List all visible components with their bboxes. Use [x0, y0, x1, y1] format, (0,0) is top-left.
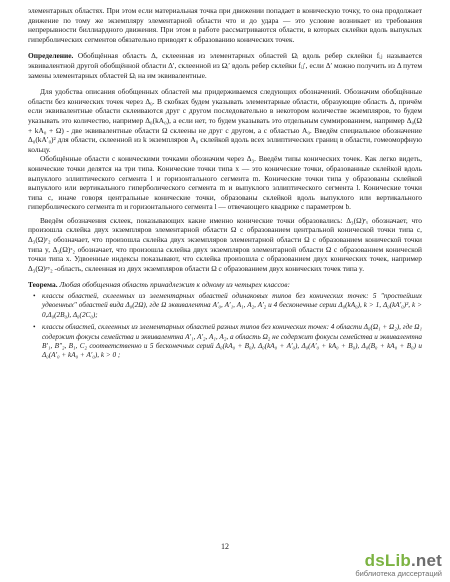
definition-paragraph	[28, 51, 422, 80]
theorem-class-list	[28, 292, 422, 361]
theorem-text: Любая обобщенная область принадлежит к одному из четырех классов:	[59, 280, 290, 290]
theorem-paragraph	[28, 280, 422, 290]
watermark-brand: dsLib	[364, 551, 411, 570]
watermark-tld: .net	[410, 551, 442, 570]
page-number: 12	[221, 542, 229, 551]
definition-label: Определение.	[28, 51, 74, 61]
definition-text: Обобщённая область Δ, склеенная из элементарных областей Ωᵢ вдоль ребер склейки fᵢⱼ называется эквивалентной другой обобщённой области Δ′, склеенной из Ωᵢ′ вдоль ребер склейки fᵢⱼ′, если Δ′ можно получить из Δ путем замены элементарных областей Ωᵢ на им эквивалентные.	[28, 51, 422, 80]
paragraph-notation: Для удобства описания обобщенных областей мы придерживаемся следующих обозначений. Обозначим обобщённые области без конических точек через Δ₀. В скобках будем указывать элементарные области, образующие область Δ, причём если эквивалентные области склеиваются друг с другом последовательно в некотором количестве экземпляров, то будем указывать это количество, например Δ₀(kA₀), а если нет, то будем указывать это отдельным суммированием, например Δ₀(Ω + kA₀ + Ω) - две эквивалентные области Ω склеены не друг с другом, а с областью A₀. Введём специальное обозначение Δ₀(kA′₀)² для области, склеенной из k экземпляров A₀ склейкой вдоль всех эллиптических границ в области, гомеоморфную кольцу.	[28, 87, 422, 154]
paragraph-intro: элементарных областях. При этом если материальная точка при движении попадает в коническую точку, то она продолжает движение по тому же экземпляру элементарной области что и до удара — это условие возникает из требования непрерывности биллиардного движения. При этом в работе рассматриваются области, в которых склейки вдоль выпуклых гиперболических сегментов обязательно приводят к образованию конических точек.	[28, 6, 422, 44]
class-list-item: • классы областей, склеенных из элементарных областей разных типов без конических точек: 4 области Δ₀(Ω₁ + Ω₂), где Ω₁ содержит фокусы семейства и эквивалентна A′₁, A′₂, A₁, A₂, а область Ω₂ не содержит фокусы семейства и эквивалентна B′₁, B″₂, B₁, C₂ соответственно и 5 бесконечных серий Δ₀(kA₀ + B₀), Δ₀(kA₀ + A′₀), Δ₀(A′₀ + kA₀ + B₀), Δ₀(B₀ + kA₀ + B₀) и Δ₀(A′₀ + kA₀ + A′₀), k > 0 ;	[42, 323, 422, 361]
watermark-subtitle: библиотека диссертаций	[355, 569, 442, 578]
document-page	[28, 6, 422, 364]
watermark[interactable]	[332, 551, 442, 578]
class-list-item: • классы областей, склеенных из элементарных областей одинаковых типов без конических точек: 5 "простейших удвоенных" областей вида Δ₀(2Ω), где Ω эквивалентна A′₀, A′₁, A₁, A₂, A′₂ и 4 бесконечные серии Δ₀(kA₀), k > 1, Δ₀(kA′₀)², k > 0,Δ₀(2B₀), Δ₀(2C₀);	[42, 292, 422, 320]
paragraph-gluing-notation: Введём обозначения склеек, показывающих какие именно конические точки образовались: Δ₃(Ω)ᵉₓ обозначает, что произошла склейка двух экземпляров элементарной области Ω с образованием центральной конической точки типа c, Δ₃(Ω)ʸ₂ обозначает, что произошла склейка двух экземпляров элементарной области Ω с образованием конической точки типа y, Δ₃(Ω)ˣ₂ обозначает, что произошла склейка двух экземпляров элементарной области Ω с образованием конической точки типа x. Удвоенные индексы показывают, что склейка произошла с образованием двух конических точек, например Δ₃(Ω)ʸʸ₂ -область, склеенная из двух экземпляров области Ω с образованием двух конических точек типа y.	[28, 215, 422, 273]
theorem-label: Теорема.	[28, 280, 58, 290]
watermark-logo[interactable]	[332, 551, 442, 571]
paragraph-conical-types: Обобщённые области с коническими точками обозначим через Δ₃. Введём типы конических точек. Как легко видеть, конические точки делятся на три типа. Конические точки типа x — это конические точки, образованные склейкой вдоль выпуклого эллиптического сегмента l и горизонтального сегмента m. Конические точки типа y образованы склейкой выпуклого или вертикального гиперболического сегмента m и выпуклого эллиптического сегмента l. Конические точки типа c, иначе говоря центральные конические точки, образованы склейкой вдоль выпуклого или вертикального гиперболического сегмента m и горизонтального сегмента l — отвечающего квадрике с параметром b.	[28, 154, 422, 212]
